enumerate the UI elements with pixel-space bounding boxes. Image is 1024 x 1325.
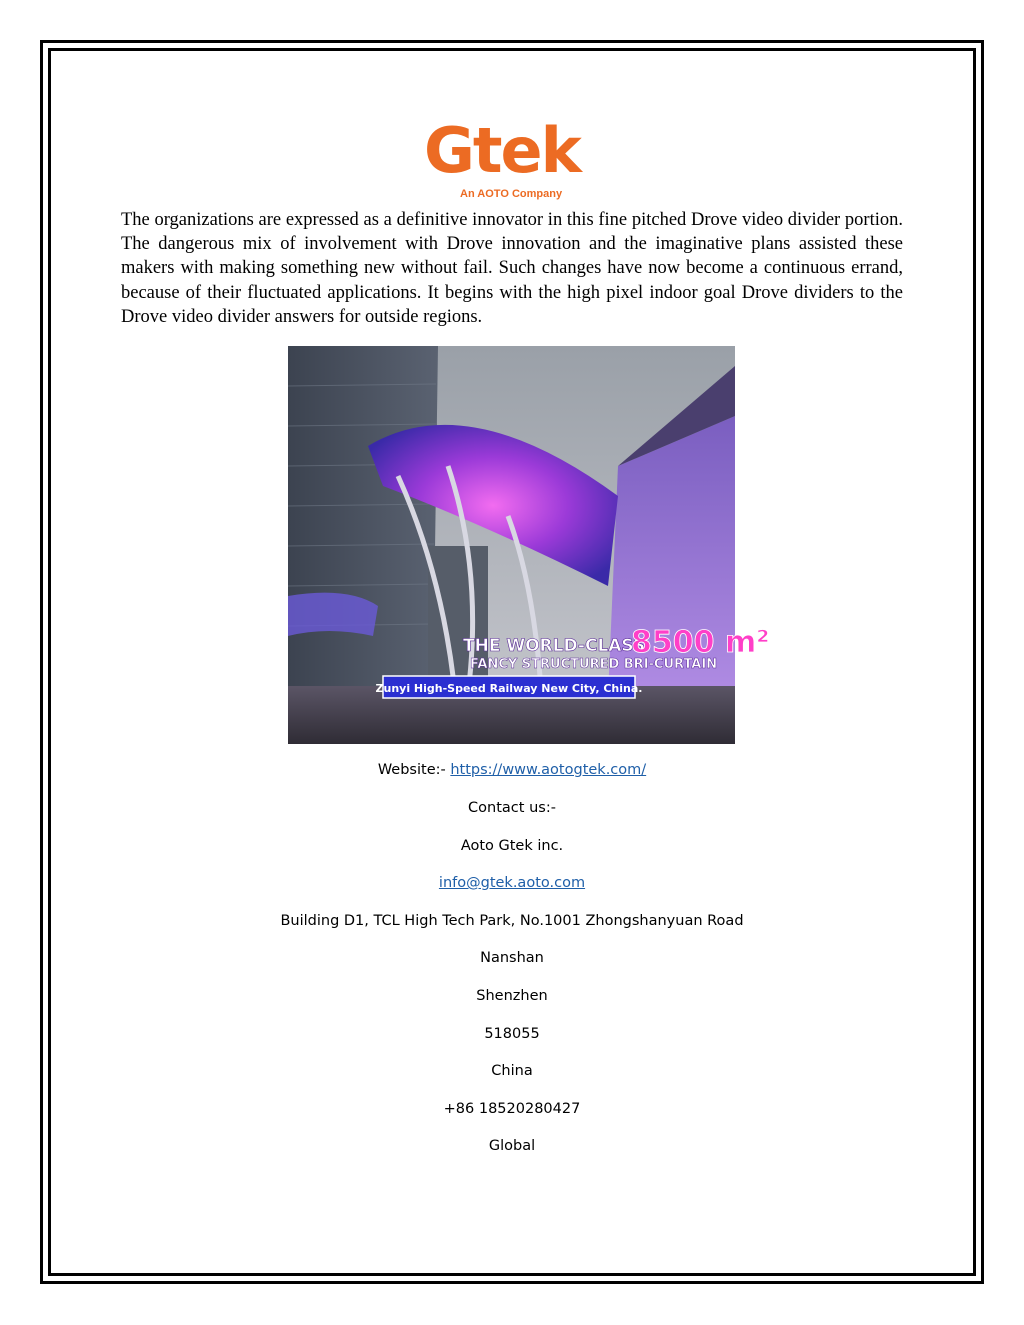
website-line bbox=[0, 760, 1024, 780]
contact-heading: Contact us:- bbox=[468, 800, 556, 816]
website-link[interactable]: https://www.aotogtek.com/ bbox=[450, 762, 647, 778]
city-line: Shenzhen bbox=[476, 988, 548, 1004]
region-line: Global bbox=[488, 1138, 536, 1154]
country-line: China bbox=[491, 1063, 533, 1079]
email-link[interactable]: info@gtek.aoto.com bbox=[438, 875, 586, 891]
postcode-line: 518055 bbox=[484, 1026, 540, 1042]
photo-location-text: Zunyi High-Speed Railway New City, China. bbox=[375, 682, 643, 695]
photo-illustration bbox=[288, 346, 770, 744]
intro-paragraph: The organizations are expressed as a definitive innovator in this fine pitched Drove video divider portion. The dangerous mix of involvement with Drove innovation and the imaginative plans assisted these makers with making something new without fail. Such changes have now become a continuous errand, because of their fluctuated applications. It begins with the high pixel indoor goal Drove dividers to the Drove video divider answers for outside regions. bbox=[121, 210, 903, 327]
photo-headline-number: 8500 m² bbox=[631, 625, 770, 660]
website-label: Website:- bbox=[377, 762, 451, 778]
photo-headline-line2: FANCY STRUCTURED BRI-CURTAIN bbox=[470, 657, 718, 672]
gtek-logo bbox=[420, 114, 600, 204]
led-curtain-photo bbox=[288, 346, 770, 744]
logo-tagline: An AOTO Company bbox=[460, 188, 563, 200]
photo-headline-line1: THE WORLD-CLASS bbox=[463, 636, 646, 656]
address-line: Building D1, TCL High Tech Park, No.1001 Zhongshanyuan Road bbox=[280, 913, 744, 929]
district-line: Nanshan bbox=[480, 950, 544, 966]
email-line bbox=[0, 873, 1024, 893]
phone-line: +86 18520280427 bbox=[443, 1101, 581, 1117]
logo-wordmark: Gtek bbox=[424, 114, 580, 187]
company-name: Aoto Gtek inc. bbox=[460, 838, 564, 854]
